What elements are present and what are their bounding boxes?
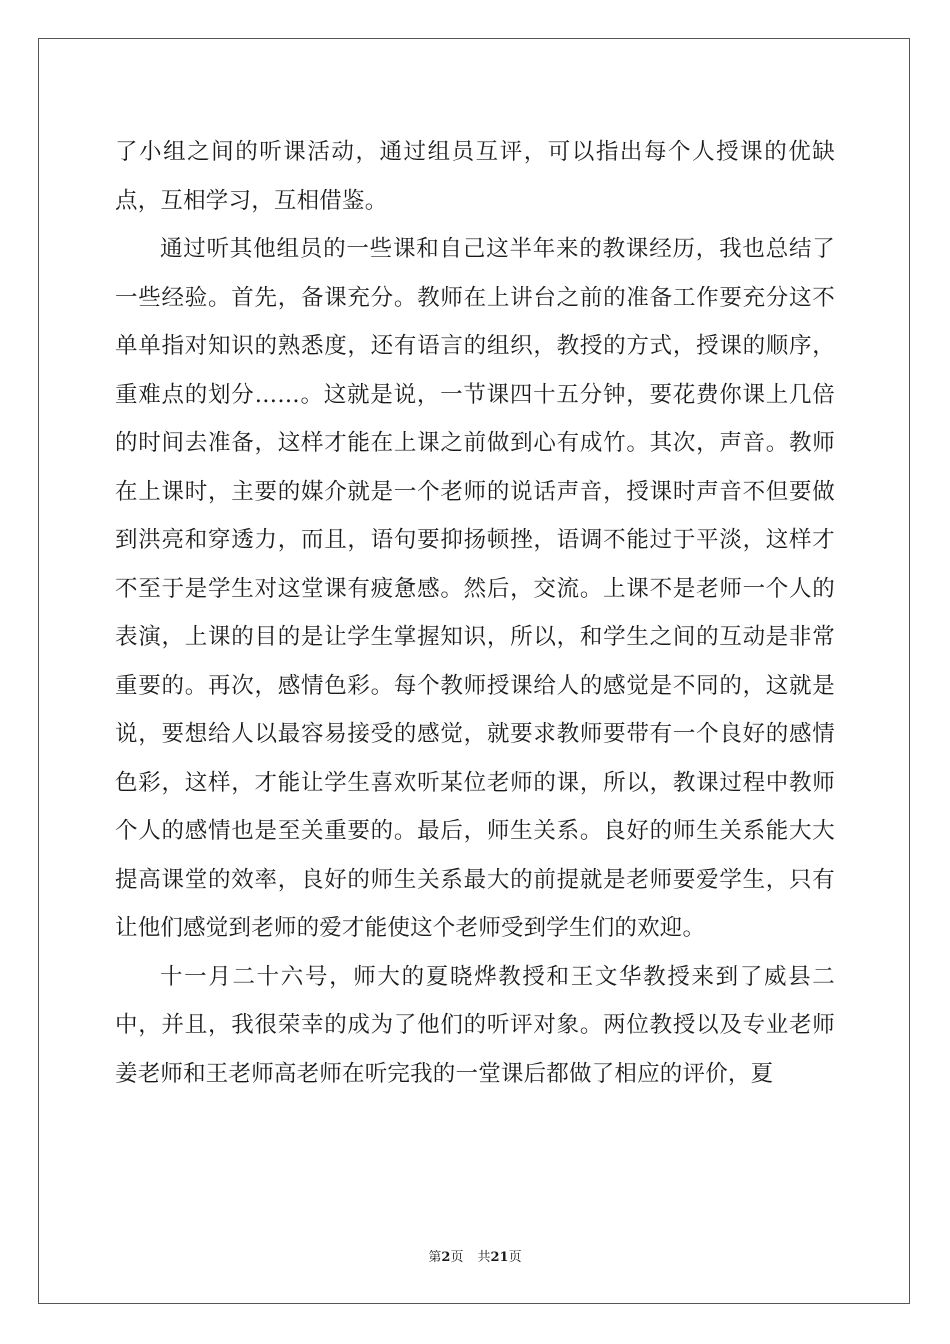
document-body: [115, 128, 835, 1098]
page-number: 2: [441, 1250, 451, 1265]
paragraph-3: 十一月二十六号，师大的夏晓烨教授和王文华教授来到了威县二中，并且，我很荣幸的成为了他们的听评对象。两位教授以及专业老师姜老师和王老师高老师在听完我的一堂课后都做了相应的评价，夏: [115, 963, 835, 1087]
page-suffix: 页: [450, 1250, 464, 1265]
page-prefix: 第: [428, 1250, 442, 1265]
paragraph-1: 了小组之间的听课活动，通过组员互评，可以指出每个人授课的优缺点，互相学习，互相借鉴。: [115, 139, 835, 214]
page-footer: [0, 1246, 950, 1265]
total-prefix: 共: [477, 1250, 491, 1265]
paragraph-2: 通过听其他组员的一些课和自己这半年来的教课经历，我也总结了一些经验。首先，备课充分。教师在上讲台之前的准备工作要充分这不单单指对知识的熟悉度，还有语言的组织，教授的方式，授课的顺序，重难点的划分……。这就是说，一节课四十五分钟，要花费你课上几倍的时间去准备，这样才能在上课之前做到心有成竹。其次，声音。教师在上课时，主要的媒介就是一个老师的说话声音，授课时声音不但要做到洪亮和穿透力，而且，语句要抑扬顿挫，语调不能过于平淡，这样才不至于是学生对这堂课有疲惫感。然后，交流。上课不是老师一个人的表演，上课的目的是让学生掌握知识，所以，和学生之间的互动是非常重要的。再次，感情色彩。每个教师授课给人的感觉是不同的，这就是说，要想给人以最容易接受的感觉，就要求教师要带有一个良好的感情色彩，这样，才能让学生喜欢听某位老师的课，所以，教课过程中教师个人的感情也是至关重要的。最后，师生关系。良好的师生关系能大大提高课堂的效率，良好的师生关系最大的前提就是老师要爱学生，只有让他们感觉到老师的爱才能使这个老师受到学生们的欢迎。: [115, 236, 835, 941]
total-pages: 21: [490, 1250, 509, 1265]
total-suffix: 页: [508, 1250, 522, 1265]
